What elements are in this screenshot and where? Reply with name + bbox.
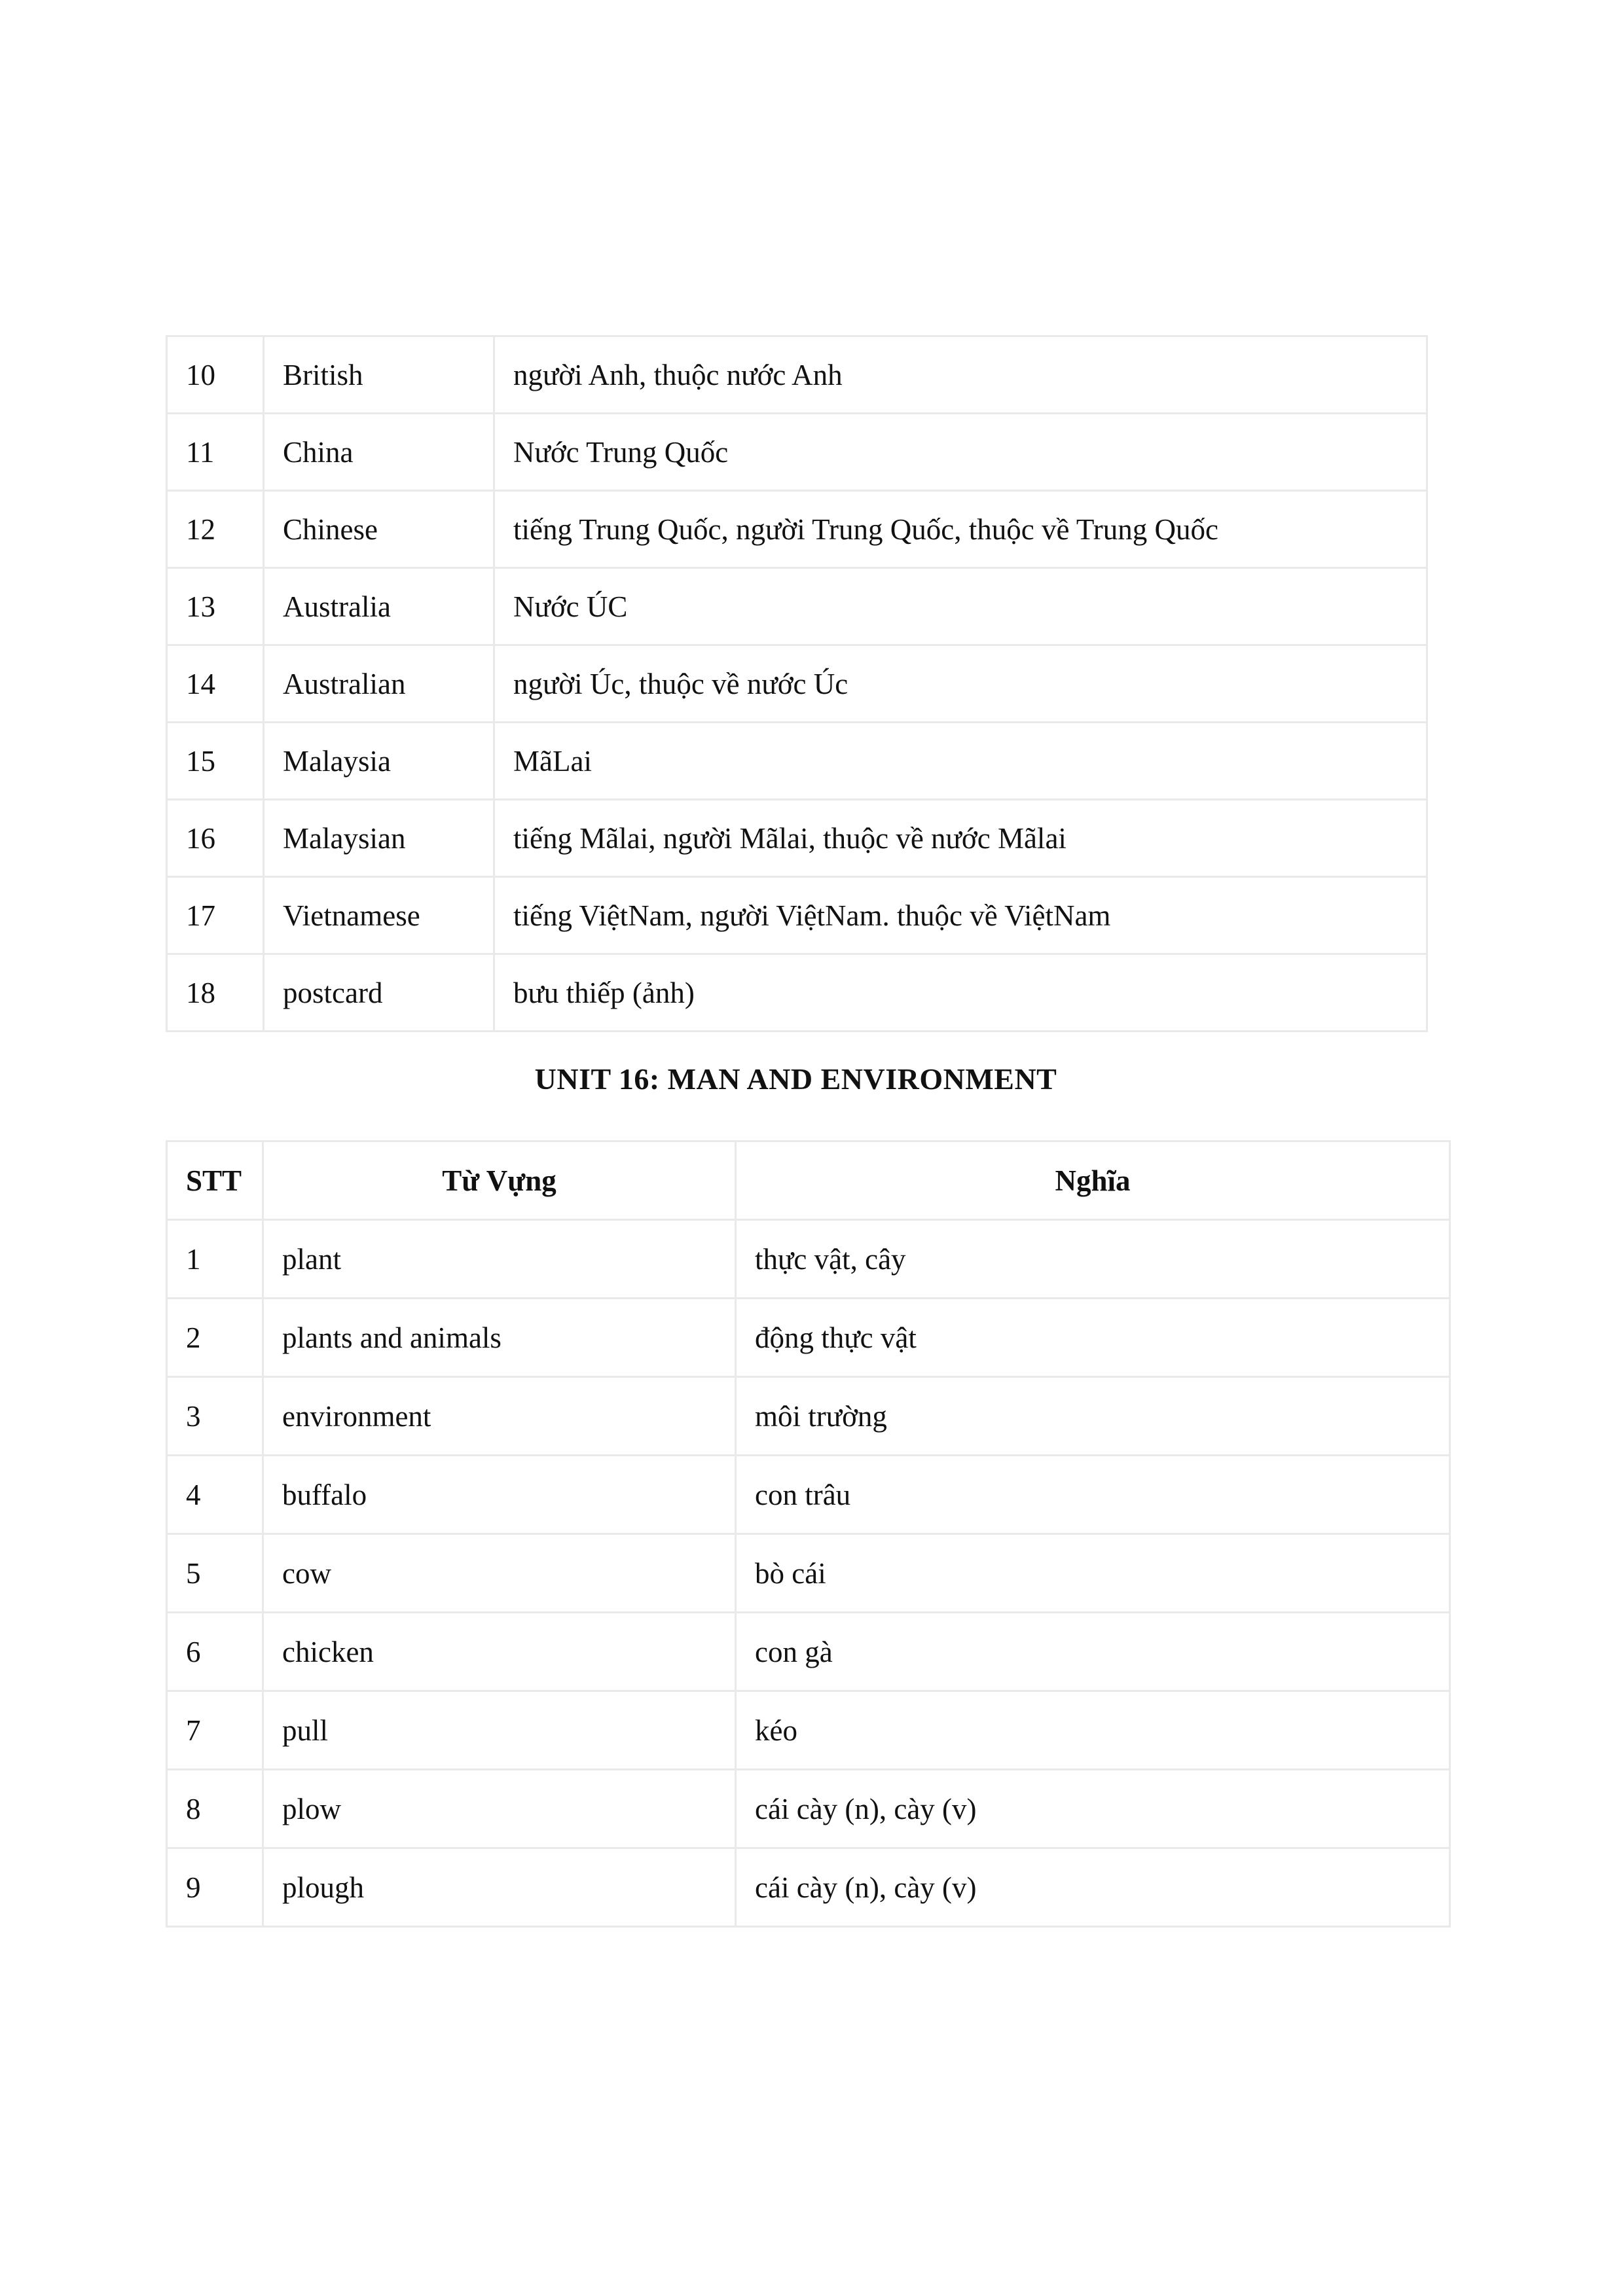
- table-row: [167, 336, 1427, 414]
- vocab-word: Chinese: [264, 491, 494, 568]
- table-row: [167, 414, 1427, 491]
- row-number: 17: [167, 877, 264, 954]
- row-number: 12: [167, 491, 264, 568]
- vocab-meaning: Nước Trung Quốc: [494, 414, 1427, 491]
- table-row: [167, 1534, 1450, 1613]
- vocab-word: plant: [263, 1220, 736, 1299]
- vocab-meaning: tiếng Mãlai, người Mãlai, thuộc về nước Mãlai: [494, 800, 1427, 877]
- table-row: [167, 1456, 1450, 1534]
- vocab-table-unit16: [166, 1140, 1451, 1928]
- vocab-meaning: người Anh, thuộc nước Anh: [494, 336, 1427, 414]
- column-header-word: Từ Vựng: [263, 1141, 736, 1220]
- table-row: [167, 1691, 1450, 1770]
- vocab-meaning: người Úc, thuộc về nước Úc: [494, 645, 1427, 723]
- vocab-word: Vietnamese: [264, 877, 494, 954]
- row-number: 16: [167, 800, 264, 877]
- row-number: 9: [167, 1848, 263, 1927]
- vocab-table-continued: [166, 335, 1428, 1032]
- vocab-meaning: cái cày (n), cày (v): [736, 1770, 1450, 1848]
- vocab-meaning: động thực vật: [736, 1299, 1450, 1377]
- row-number: 15: [167, 723, 264, 800]
- vocab-word: postcard: [264, 954, 494, 1031]
- vocab-word: cow: [263, 1534, 736, 1613]
- row-number: 10: [167, 336, 264, 414]
- row-number: 18: [167, 954, 264, 1031]
- vocab-meaning: cái cày (n), cày (v): [736, 1848, 1450, 1927]
- vocab-meaning: con gà: [736, 1613, 1450, 1691]
- row-number: 13: [167, 568, 264, 645]
- vocab-meaning: bò cái: [736, 1534, 1450, 1613]
- table-row: [167, 877, 1427, 954]
- vocab-meaning: con trâu: [736, 1456, 1450, 1534]
- vocab-meaning: tiếng ViệtNam, người ViệtNam. thuộc về ViệtNam: [494, 877, 1427, 954]
- table-row: [167, 645, 1427, 723]
- vocab-meaning: Nước ÚC: [494, 568, 1427, 645]
- vocab-word: Malaysian: [264, 800, 494, 877]
- table-row: [167, 723, 1427, 800]
- vocab-meaning: thực vật, cây: [736, 1220, 1450, 1299]
- vocab-meaning: kéo: [736, 1691, 1450, 1770]
- row-number: 1: [167, 1220, 263, 1299]
- vocab-word: buffalo: [263, 1456, 736, 1534]
- vocab-word: plow: [263, 1770, 736, 1848]
- row-number: 4: [167, 1456, 263, 1534]
- row-number: 6: [167, 1613, 263, 1691]
- row-number: 14: [167, 645, 264, 723]
- column-header-meaning: Nghĩa: [736, 1141, 1450, 1220]
- vocab-meaning: tiếng Trung Quốc, người Trung Quốc, thuộc về Trung Quốc: [494, 491, 1427, 568]
- vocab-word: Australian: [264, 645, 494, 723]
- row-number: 2: [167, 1299, 263, 1377]
- row-number: 3: [167, 1377, 263, 1456]
- vocab-word: chicken: [263, 1613, 736, 1691]
- vocab-word: plants and animals: [263, 1299, 736, 1377]
- column-header-number: STT: [167, 1141, 263, 1220]
- table-row: [167, 568, 1427, 645]
- vocab-meaning: bưu thiếp (ảnh): [494, 954, 1427, 1031]
- table-header-row: [167, 1141, 1450, 1220]
- table-row: [167, 491, 1427, 568]
- row-number: 11: [167, 414, 264, 491]
- vocab-word: British: [264, 336, 494, 414]
- vocab-meaning: môi trường: [736, 1377, 1450, 1456]
- vocab-meaning: MãLai: [494, 723, 1427, 800]
- table-row: [167, 1770, 1450, 1848]
- table-row: [167, 1848, 1450, 1927]
- row-number: 5: [167, 1534, 263, 1613]
- table-row: [167, 1299, 1450, 1377]
- vocab-word: China: [264, 414, 494, 491]
- row-number: 7: [167, 1691, 263, 1770]
- table-row: [167, 1613, 1450, 1691]
- table-row: [167, 1377, 1450, 1456]
- row-number: 8: [167, 1770, 263, 1848]
- vocab-word: plough: [263, 1848, 736, 1927]
- vocab-word: Australia: [264, 568, 494, 645]
- table-row: [167, 1220, 1450, 1299]
- vocab-word: Malaysia: [264, 723, 494, 800]
- section-heading: UNIT 16: MAN AND ENVIRONMENT: [534, 1062, 1057, 1096]
- table-row: [167, 954, 1427, 1031]
- table-row: [167, 800, 1427, 877]
- vocab-word: pull: [263, 1691, 736, 1770]
- vocab-word: environment: [263, 1377, 736, 1456]
